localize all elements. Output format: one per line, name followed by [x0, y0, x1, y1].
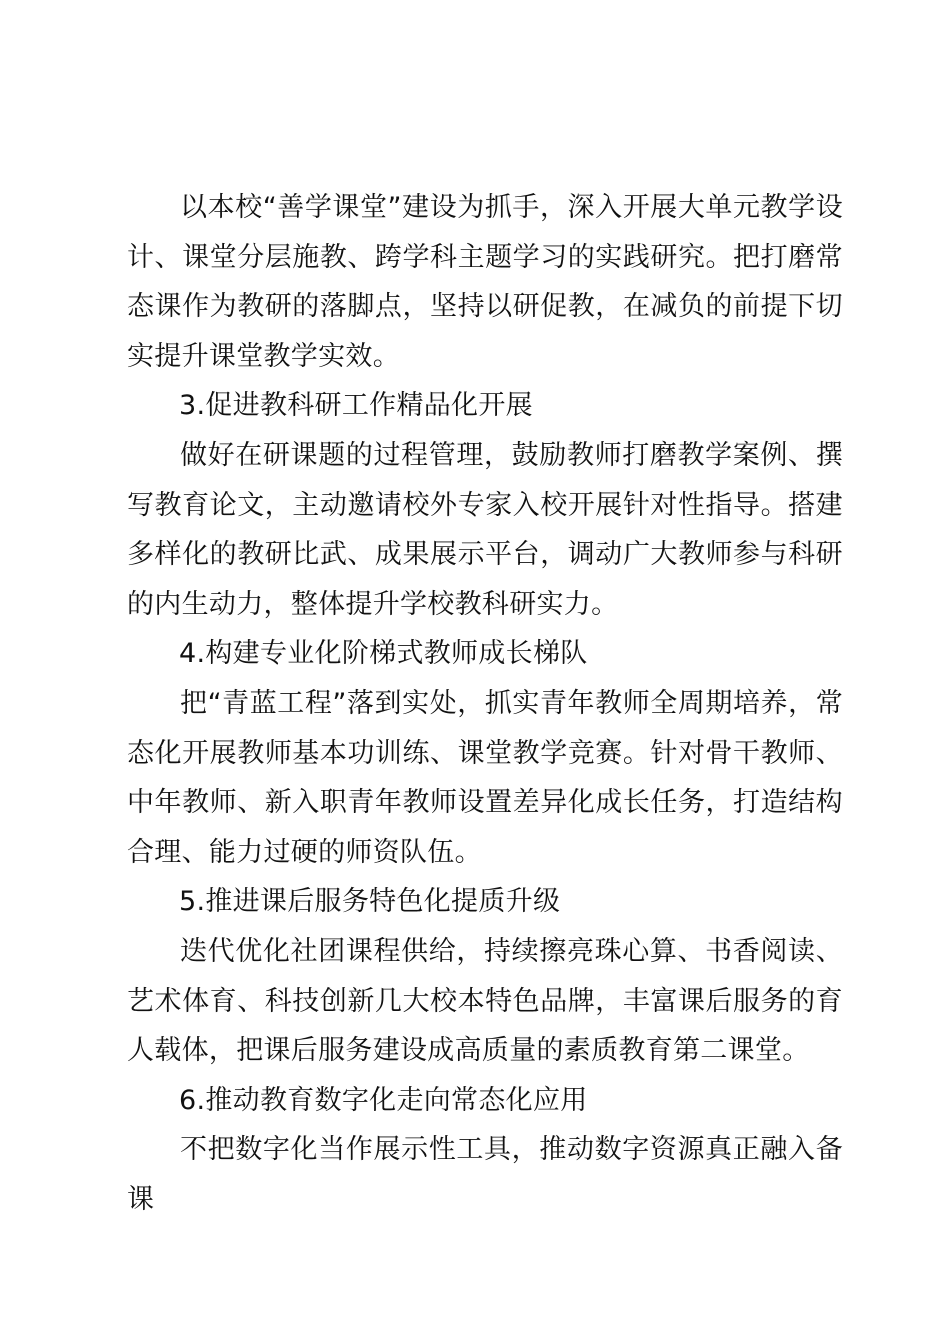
- paragraph: 把“青蓝工程”落到实处，抓实青年教师全周期培养，常态化开展教师基本功训练、课堂教学竞赛。针对骨干教师、中年教师、新入职青年教师设置差异化成长任务，打造结构合理、能力过硬的师资队伍。: [127, 687, 843, 868]
- paragraph: 做好在研课题的过程管理，鼓励教师打磨教学案例、撰写教育论文，主动邀请校外专家入校开展针对性指导。搭建多样化的教研比武、成果展示平台，调动广大教师参与科研的内生动力，整体提升学校教科研实力。: [127, 439, 843, 620]
- paragraph: 迭代优化社团课程供给，持续擦亮珠心算、书香阅读、艺术体育、科技创新几大校本特色品牌，丰富课后服务的育人载体，把课后服务建设成高质量的素质教育第二课堂。: [127, 935, 843, 1067]
- section-heading: 4.构建专业化阶梯式教师成长梯队: [179, 638, 588, 670]
- paragraph: 不把数字化当作展示性工具，推动数字资源真正融入备课: [127, 1134, 843, 1215]
- section-heading: 6.推动教育数字化走向常态化应用: [179, 1084, 588, 1116]
- paragraph: 以本校“善学课堂”建设为抓手，深入开展大单元教学设计、课堂分层施教、跨学科主题学习的实践研究。把打磨常态课作为教研的落脚点，坚持以研促教，在减负的前提下切实提升课堂教学实效。: [127, 192, 843, 372]
- document-page: [127, 183, 843, 1224]
- section-heading: 3.促进教科研工作精品化开展: [179, 390, 533, 422]
- section-heading: 5.推进课后服务特色化提质升级: [179, 886, 561, 918]
